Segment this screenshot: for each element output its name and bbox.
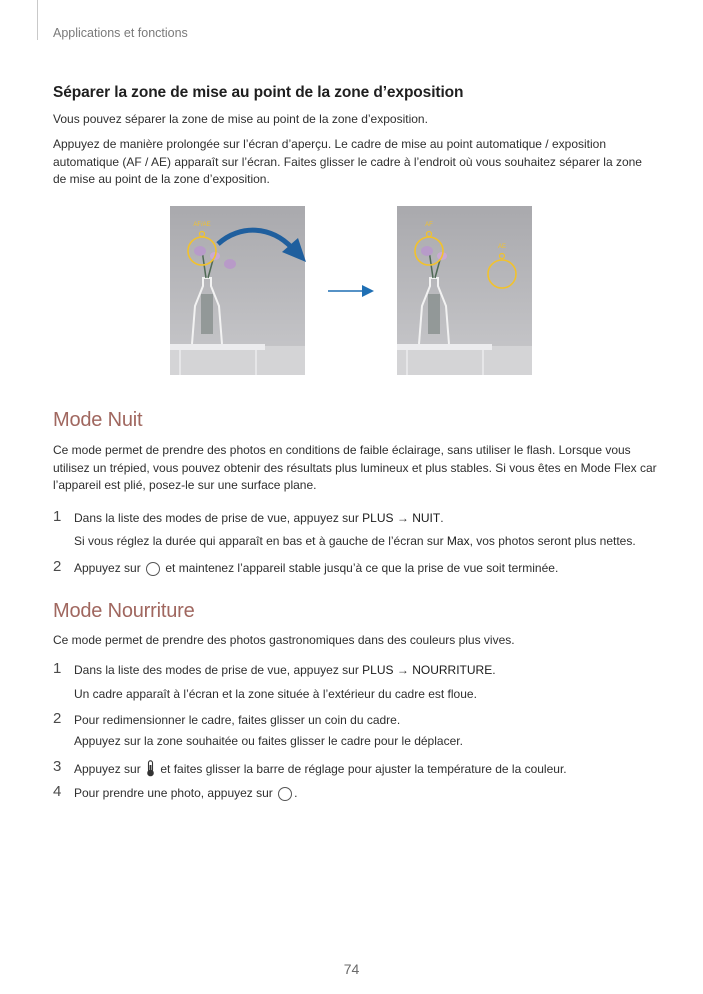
mode-nourriture-title: Mode Nourriture (53, 600, 195, 622)
nourriture-step-2-sub: Appuyez sur la zone souhaitée ou faites glisser le cadre pour le déplacer. (74, 734, 463, 748)
curved-drag-arrow (210, 222, 310, 272)
nourriture-step-4-number: 4 (53, 783, 62, 800)
plus-keyword: PLUS (362, 511, 394, 525)
mode-nourriture-intro: Ce mode permet de prendre des photos gastronomiques dans des couleurs plus vives. (53, 633, 515, 647)
nuit-keyword: NUIT (412, 511, 441, 525)
nourriture-step-3-text: Appuyez sur et faites glisser la barre de réglage pour ajuster la température de la couleur. (74, 762, 567, 776)
shutter-icon (278, 787, 292, 801)
nuit-step-1-number: 1 (53, 508, 62, 525)
preview-image-after (397, 206, 532, 375)
shutter-icon (146, 562, 160, 576)
nourriture-step-1-number: 1 (53, 660, 62, 677)
nourriture-step-1-sub: Un cadre apparaît à l’écran et la zone située à l’extérieur du cadre est floue. (74, 687, 477, 701)
focus-paragraph-1: Vous pouvez séparer la zone de mise au point de la zone d’exposition. (53, 112, 428, 126)
af-label: AF (425, 222, 433, 228)
nourriture-step-1-text: Dans la liste des modes de prise de vue, appuyez sur PLUS → NOURRITURE. (74, 663, 496, 677)
header-rule (37, 0, 38, 40)
nourriture-step-2-text: Pour redimensionner le cadre, faites glisser un coin du cadre. (74, 713, 401, 727)
plus-keyword: PLUS (362, 663, 394, 677)
mode-nuit-intro: Ce mode permet de prendre des photos en conditions de faible éclairage, sans utiliser le flash. Lorsque vous utilisez un trépied, vous pouvez obtenir des résultats plus lumineux et plus stables. Si vous êtes en Mode Flex car l’appareil est plié, posez-le sur une surface plane. (53, 443, 657, 492)
transition-arrow-icon (326, 283, 376, 299)
nuit-step-2-text: Appuyez sur et maintenez l’appareil stable jusqu’à ce que la prise de vue soit terminée. (74, 561, 559, 575)
nourriture-step-2-number: 2 (53, 710, 62, 727)
nourriture-keyword: NOURRITURE (412, 663, 493, 677)
nuit-step-1-text: Dans la liste des modes de prise de vue, appuyez sur PLUS → NUIT. (74, 511, 444, 525)
nuit-step-2-number: 2 (53, 558, 62, 575)
af-ae-label: AF/AE (193, 222, 211, 228)
page-number: 74 (343, 961, 360, 977)
focus-paragraph-2: Appuyez de manière prolongée sur l’écran d’aperçu. Le cadre de mise au point automatique / exposition automatique (AF / AE) apparaît sur l’écran. Faites glisser le cadre à l’endroit où vous souhaitez séparer la zone de mise au point de la zone d’exposition. (53, 137, 642, 186)
nourriture-step-4-text: Pour prendre une photo, appuyez sur . (74, 786, 298, 800)
thermometer-icon (146, 760, 155, 777)
nuit-step-1-sub: Si vous réglez la durée qui apparaît en bas et à gauche de l’écran sur Max, vos photos seront plus nettes. (74, 534, 636, 548)
section-title-focus-exposure: Séparer la zone de mise au point de la zone d’exposition (53, 84, 464, 101)
nourriture-step-3-number: 3 (53, 758, 62, 775)
mode-nuit-title: Mode Nuit (53, 409, 143, 431)
ae-label: AE (497, 244, 507, 250)
max-keyword: Max (446, 534, 470, 548)
running-head: Applications et fonctions (53, 26, 188, 40)
